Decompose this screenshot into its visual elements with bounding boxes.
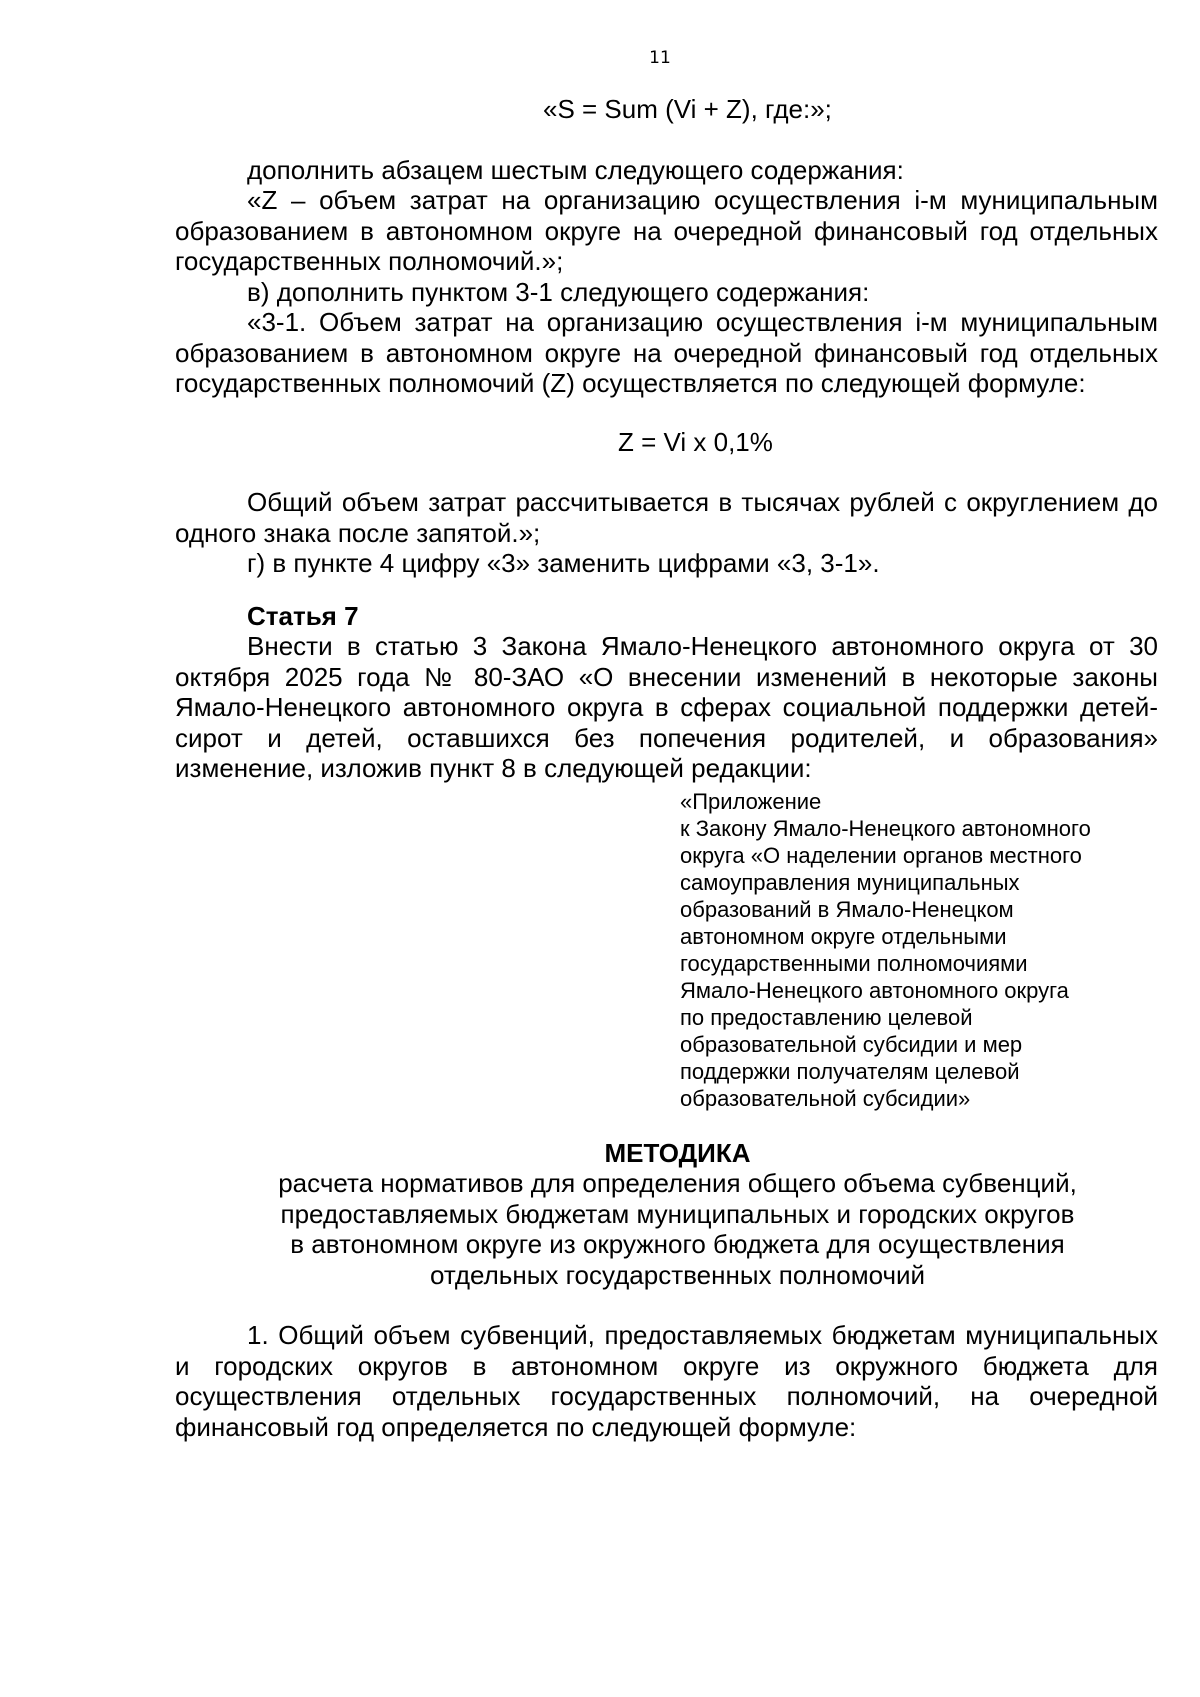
appendix-line: образований в Ямало-Ненецком — [680, 896, 1014, 922]
method-subtitle-line: отдельных государственных полномочий — [429, 1259, 926, 1290]
appendix-line: поддержки получателям целевой — [680, 1058, 1020, 1084]
paragraph-point-4-change: г) в пункте 4 цифру «3» заменить цифрами «3, 3-1». — [247, 548, 880, 578]
appendix-line: округа «О наделении органов местного — [680, 842, 1082, 868]
formula-s: «S = Sum (Vi + Z), где:»; — [543, 94, 832, 124]
page-number: 11 — [649, 48, 671, 68]
paragraph-add-point-3-1: в) дополнить пунктом 3-1 следующего содержания: — [247, 276, 870, 307]
appendix-line: государственными полномочиями — [680, 950, 1028, 976]
method-title: МЕТОДИКА — [604, 1137, 751, 1168]
appendix-line: образовательной субсидии» — [680, 1085, 971, 1111]
method-subtitle — [175, 1168, 1158, 1290]
paragraph-point-1: 1. Общий объем субвенций, предоставляемых бюджетам муниципальных и городских округов в автономном округе из окружного бюджета для осуществления отдельных государственных полномочий, на очередной финансовый год определяется по следующей формуле: — [175, 1320, 1158, 1442]
article-text: Внести в статью 3 Закона Ямало-Ненецкого автономного округа от 30 октября 2025 года № 80-ЗАО «О внесении изменений в некоторые законы Ямало-Ненецкого автономного округа в сферах социальной поддержки детей-сирот и детей, оставшихся без попечения родителей, и образования» изменение, изложив пункт 8 в следующей редакции: — [175, 631, 1158, 783]
appendix-heading — [680, 788, 1158, 1112]
formula-z: Z = Vi x 0,1% — [618, 426, 773, 457]
method-subtitle-line: в автономном округе из окружного бюджета для осуществления — [290, 1229, 1065, 1259]
appendix-line: «Приложение — [680, 788, 822, 814]
appendix-line: к Закону Ямало-Ненецкого автономного — [680, 815, 1091, 841]
article-title: Статья 7 — [247, 600, 359, 631]
appendix-line: по предоставлению целевой — [680, 1004, 973, 1030]
appendix-line: самоуправления муниципальных — [680, 869, 1020, 895]
appendix-line: автономном округе отдельными — [680, 923, 1007, 949]
method-subtitle-line: расчета нормативов для определения общего объема субвенций, — [278, 1168, 1077, 1198]
appendix-line: образовательной субсидии и мер — [680, 1031, 1023, 1057]
document-body — [175, 94, 1158, 1442]
paragraph-point-3-1-text: «3-1. Объем затрат на организацию осуществления i-м муниципальным образованием в автономном округе на очередной финансовый год отдельных государственных полномочий (Z) осуществляется по следующей формуле: — [175, 307, 1158, 398]
paragraph-z-definition: «Z – объем затрат на организацию осуществления i-м муниципальным образованием в автономном округе на очередной финансовый год отдельных государственных полномочий.»; — [175, 185, 1158, 276]
appendix-line: Ямало-Ненецкого автономного округа — [680, 977, 1069, 1003]
method-subtitle-line: предоставляемых бюджетам муниципальных и городских округов — [280, 1198, 1075, 1229]
paragraph-rounding: Общий объем затрат рассчитывается в тысячах рублей с округлением до одного знака после запятой.»; — [175, 487, 1158, 548]
paragraph-add-sixth-indent: дополнить абзацем шестым следующего содержания: — [247, 154, 904, 185]
